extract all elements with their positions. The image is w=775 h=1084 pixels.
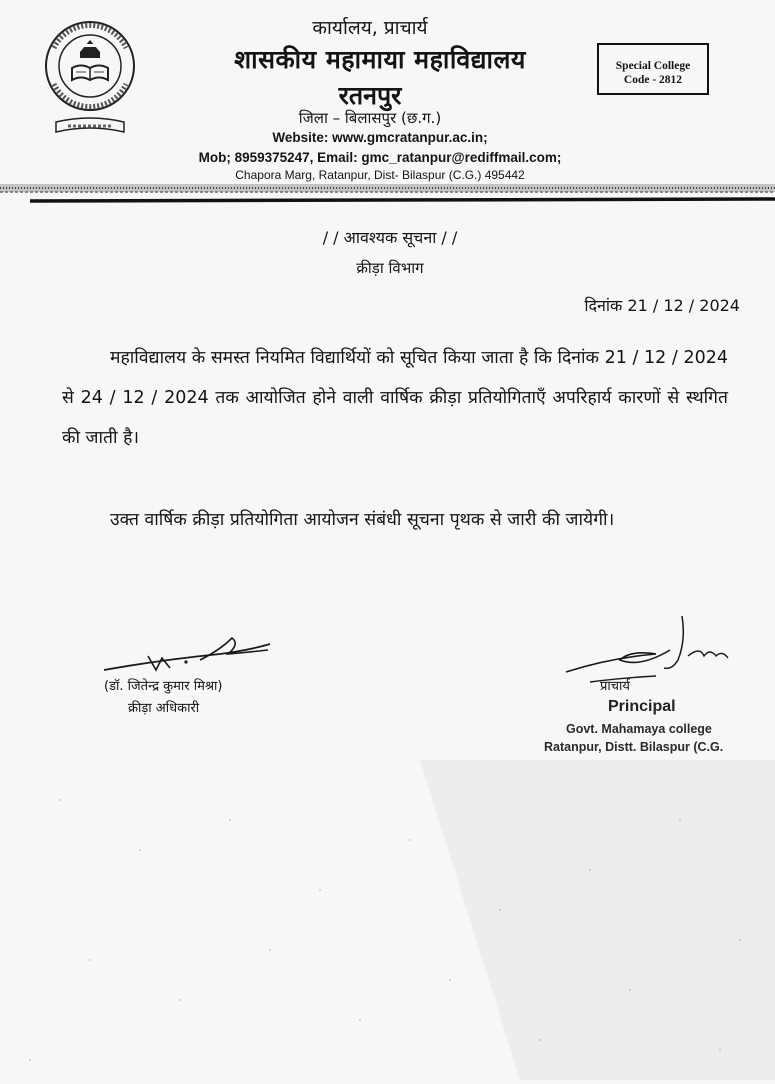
website-line: Website: www.gmcratanpur.ac.in; [272, 130, 488, 145]
contact-line: Mob; 8959375247, Email: gmc_ratanpur@rediffmail.com; [198, 150, 562, 165]
college-seal-icon [42, 18, 138, 136]
principal-role: प्राचार्य [600, 679, 630, 694]
notice-title: / / आवश्यक सूचना / / [322, 228, 458, 247]
college-place: रतनपुर [338, 81, 402, 110]
sports-officer-role: क्रीड़ा अधिकारी [128, 701, 200, 716]
scan-texture [0, 760, 775, 1080]
sports-officer-signature [100, 630, 290, 680]
notice-date: दिनांक 21 / 12 / 2024 [584, 296, 740, 315]
office-heading: कार्यालय, प्राचार्य [312, 17, 428, 39]
college-name: शासकीय महामाया महाविद्यालय [234, 45, 526, 74]
principal-stamp-line-1: Govt. Mahamaya college [566, 722, 712, 736]
sports-officer-name: (डॉ. जितेन्द्र कुमार मिश्रा) [104, 679, 223, 694]
notice-paragraph-1: महाविद्यालय के समस्त नियमित विद्यार्थियों को सूचित किया जाता है कि दिनांक 21 / 12 / 2024 से 24 / 12 / 2024 तक आयोजित होने वाली वार्षिक क्रीड़ा प्रतियोगिताएँ अपरिहार्य कारणों से स्थगित की जाती है। [62, 348, 728, 448]
address-line: Chapora Marg, Ratanpur, Dist- Bilaspur (C.G.) 495442 [235, 168, 525, 182]
notice-paragraph-2: उक्त वार्षिक क्रीड़ा प्रतियोगिता आयोजन संबंधी सूचना पृथक से जारी की जायेगी। [110, 510, 615, 530]
district-line: जिला – बिलासपुर (छ.ग.) [298, 109, 442, 127]
header-separator [0, 180, 775, 212]
code-line-2: Code - 2812 [623, 74, 683, 86]
college-code-box [597, 43, 709, 95]
code-line-1: Special College [615, 60, 691, 72]
department-label: क्रीड़ा विभाग [356, 259, 424, 277]
principal-stamp-line-2: Ratanpur, Distt. Bilaspur (C.G. [544, 740, 724, 754]
principal-stamp-title: Principal [608, 698, 676, 715]
